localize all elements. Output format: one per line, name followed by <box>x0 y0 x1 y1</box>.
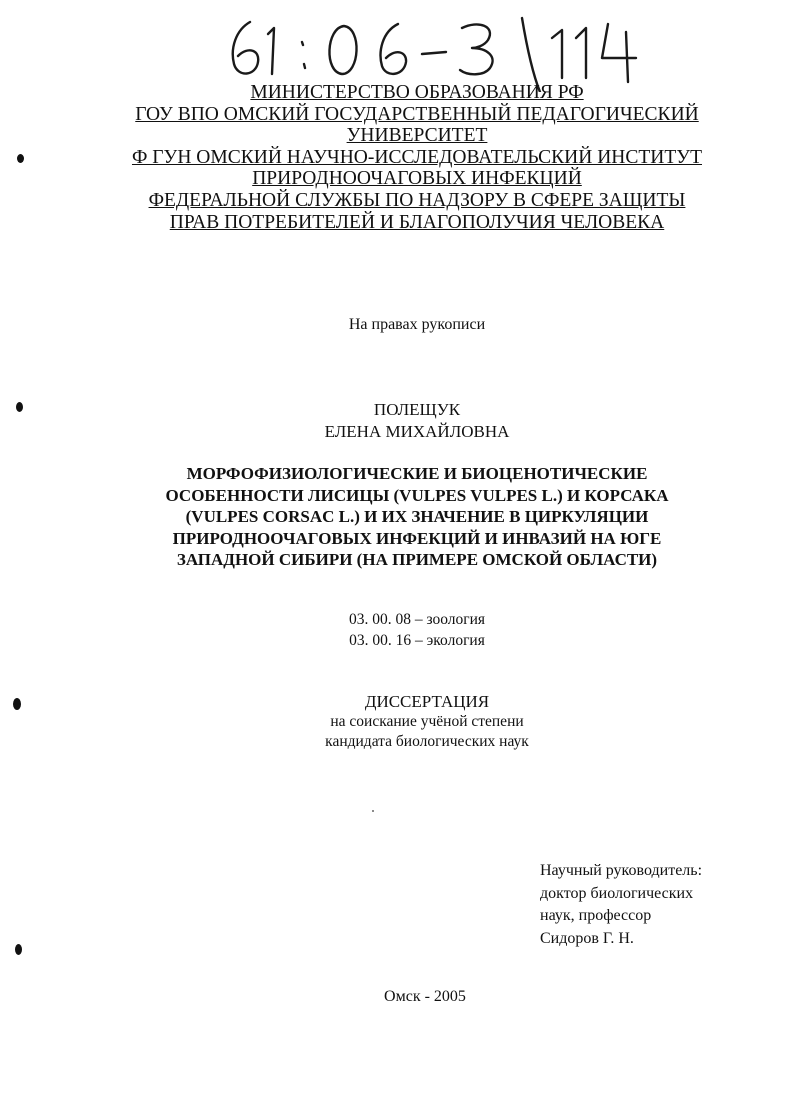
author-given-names: ЕЛЕНА МИХАЙЛОВНА <box>324 422 510 441</box>
author-name <box>20 399 794 443</box>
institutions-header <box>20 82 794 233</box>
city-year: Омск - 2005 <box>384 988 466 1005</box>
institution-line: Ф ГУН ОМСКИЙ НАУЧНО-ИССЛЕДОВАТЕЛЬСКИЙ ИНСТИТУТ <box>131 146 702 168</box>
institution-line: ФЕДЕРАЛЬНОЙ СЛУЖБЫ ПО НАДЗОРУ В СФЕРЕ ЗАЩИТЫ <box>148 189 686 211</box>
binder-mark <box>17 154 24 163</box>
dissertation-title <box>20 463 794 571</box>
title-line: ПРИРОДНООЧАГОВЫХ ИНФЕКЦИЙ И ИНВАЗИЙ НА ЮГЕ <box>172 528 662 548</box>
handwritten-archive-code <box>222 12 662 92</box>
specialty-codes <box>20 609 794 651</box>
title-line: ЗАПАДНОЙ СИБИРИ (НА ПРИМЕРЕ ОМСКОЙ ОБЛАСТИ) <box>176 550 658 569</box>
title-line: МОРФОФИЗИОЛОГИЧЕСКИЕ И БИОЦЕНОТИЧЕСКИЕ <box>186 464 648 483</box>
advisor-degree: доктор биологических <box>540 884 694 902</box>
advisor-title: наук, профессор <box>540 907 652 924</box>
title-line: (VULPES CORSAC L.) И ИХ ЗНАЧЕНИЕ В ЦИРКУЛЯЦИИ <box>185 507 649 526</box>
specialty-zoology: 03. 00. 08 – зоология <box>348 611 486 628</box>
specialty-ecology: 03. 00. 16 – экология <box>349 632 485 649</box>
title-line: ОСОБЕННОСТИ ЛИСИЦЫ (VULPES VULPES L.) И КОРСАКА <box>165 485 669 505</box>
degree-statement <box>30 692 794 752</box>
scientific-advisor <box>540 860 702 950</box>
institution-line: УНИВЕРСИТЕТ <box>346 125 488 147</box>
institution-line: ПРАВ ПОТРЕБИТЕЛЕЙ И БЛАГОПОЛУЧИЯ ЧЕЛОВЕКА <box>169 211 665 233</box>
scan-speck <box>372 810 374 812</box>
binder-mark <box>15 944 22 955</box>
advisor-label: Научный руководитель: <box>540 862 703 879</box>
institution-line: ПРИРОДНООЧАГОВЫХ ИНФЕКЦИЙ <box>252 168 582 190</box>
manuscript-note: На правах рукописи <box>348 316 486 333</box>
degree-line-1: на соискание учёной степени <box>330 713 524 730</box>
institution-line: ГОУ ВПО ОМСКИЙ ГОСУДАРСТВЕННЫЙ ПЕДАГОГИЧЕСКИЙ <box>135 103 699 125</box>
author-surname: ПОЛЕЩУК <box>373 400 461 419</box>
dissertation-label: ДИССЕРТАЦИЯ <box>364 692 490 711</box>
binder-mark <box>13 698 21 710</box>
advisor-name: Сидоров Г. Н. <box>540 929 634 947</box>
institution-line: МИНИСТЕРСТВО ОБРАЗОВАНИЯ РФ <box>250 82 584 103</box>
binder-mark <box>16 402 23 412</box>
degree-line-2: кандидата биологических наук <box>325 733 529 750</box>
